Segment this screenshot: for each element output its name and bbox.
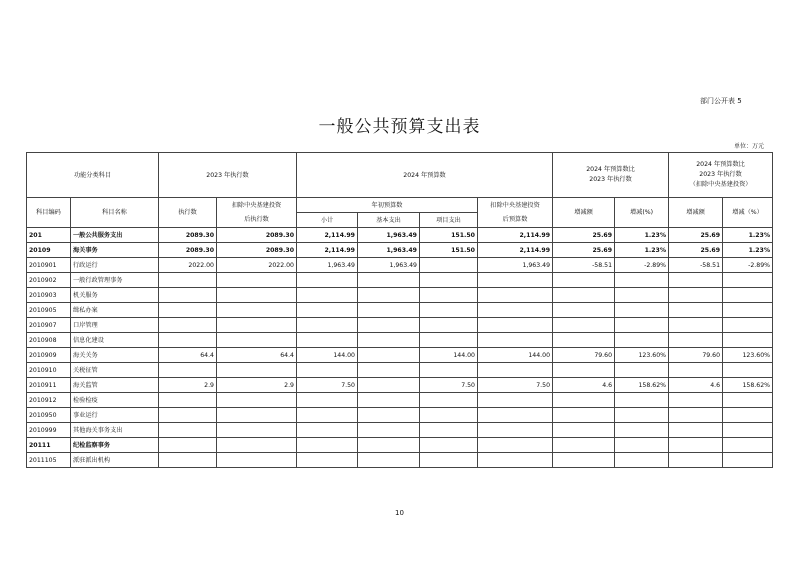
row-change-amount <box>553 273 615 288</box>
row-change-percent: -2.89% <box>615 258 669 273</box>
row-basic <box>358 438 420 453</box>
row-project <box>420 273 478 288</box>
row-exec <box>159 288 217 303</box>
row-change-amount <box>553 408 615 423</box>
row-exec <box>159 333 217 348</box>
row-project <box>420 408 478 423</box>
row-budget-net <box>478 408 553 423</box>
row-change-amount-net <box>669 303 723 318</box>
row-code: 2010902 <box>27 273 71 288</box>
row-subtotal <box>297 273 358 288</box>
row-change-amount <box>553 333 615 348</box>
row-exec-net <box>217 303 297 318</box>
row-change-percent-net: 158.62% <box>723 378 773 393</box>
row-basic <box>358 378 420 393</box>
row-subtotal: 7.50 <box>297 378 358 393</box>
row-change-amount-net <box>669 333 723 348</box>
row-project <box>420 288 478 303</box>
row-change-amount-net <box>669 363 723 378</box>
row-exec-net <box>217 318 297 333</box>
row-exec: 2089.30 <box>159 243 217 258</box>
row-exec <box>159 363 217 378</box>
table-row <box>27 348 773 363</box>
header-exec-net-line1: 扣除中央基建投资 <box>231 201 282 209</box>
row-exec-net: 2022.00 <box>217 258 297 273</box>
header-project: 项目支出 <box>420 213 478 228</box>
row-change-amount-net <box>669 288 723 303</box>
row-basic <box>358 318 420 333</box>
row-project <box>420 438 478 453</box>
row-code: 2010912 <box>27 393 71 408</box>
row-basic <box>358 303 420 318</box>
row-change-amount <box>553 303 615 318</box>
row-change-percent-net: 1.23% <box>723 243 773 258</box>
row-exec-net <box>217 288 297 303</box>
row-change-amount: 25.69 <box>553 228 615 243</box>
row-project <box>420 303 478 318</box>
row-change-amount <box>553 453 615 468</box>
unit-label: 单位：万元 <box>734 143 765 150</box>
row-exec <box>159 438 217 453</box>
row-code: 2011105 <box>27 453 71 468</box>
row-name: 关税征管 <box>71 363 159 378</box>
row-subtotal <box>297 453 358 468</box>
header-subtotal: 小计 <box>297 213 358 228</box>
table-number: 部门公开表 5 <box>700 97 742 105</box>
header-initial-budget: 年初预算数 <box>297 198 478 213</box>
header-change-amount: 增减额 <box>553 198 615 228</box>
row-change-amount-net: 79.60 <box>669 348 723 363</box>
table-row <box>27 423 773 438</box>
row-subtotal <box>297 408 358 423</box>
row-exec <box>159 273 217 288</box>
row-basic <box>358 273 420 288</box>
row-change-percent: 1.23% <box>615 228 669 243</box>
row-budget-net <box>478 423 553 438</box>
table-row <box>27 378 773 393</box>
row-budget-net: 2,114.99 <box>478 228 553 243</box>
row-exec-net <box>217 453 297 468</box>
row-change-percent <box>615 423 669 438</box>
row-code: 2010907 <box>27 318 71 333</box>
table-row <box>27 393 773 408</box>
row-exec <box>159 303 217 318</box>
row-basic <box>358 333 420 348</box>
row-budget-net <box>478 318 553 333</box>
row-change-percent <box>615 303 669 318</box>
row-basic: 1,963.49 <box>358 243 420 258</box>
row-change-percent-net <box>723 363 773 378</box>
row-change-percent-net: 1.23% <box>723 228 773 243</box>
row-change-amount-net: 4.6 <box>669 378 723 393</box>
row-budget-net <box>478 288 553 303</box>
row-exec <box>159 453 217 468</box>
row-code: 2010950 <box>27 408 71 423</box>
header-compare-net-line1: 2024 年预算数比 <box>696 161 745 168</box>
header-func-class: 功能分类科目 <box>27 153 159 198</box>
row-change-amount-net: 25.69 <box>669 243 723 258</box>
header-code: 科目编码 <box>27 198 71 228</box>
row-change-percent <box>615 438 669 453</box>
row-change-percent: 158.62% <box>615 378 669 393</box>
header-basic: 基本支出 <box>358 213 420 228</box>
header-exec: 执行数 <box>159 198 217 228</box>
row-project: 151.50 <box>420 228 478 243</box>
page-number: 10 <box>395 509 404 517</box>
row-change-percent-net <box>723 303 773 318</box>
header-compare <box>553 153 669 198</box>
row-change-percent-net <box>723 288 773 303</box>
header-budget-net-line2: 后预算数 <box>502 215 528 223</box>
table-row <box>27 258 773 273</box>
row-change-percent-net <box>723 408 773 423</box>
row-exec: 2089.30 <box>159 228 217 243</box>
table-row <box>27 408 773 423</box>
row-name: 口岸管理 <box>71 318 159 333</box>
row-basic <box>358 408 420 423</box>
row-change-percent <box>615 333 669 348</box>
row-change-percent: 123.60% <box>615 348 669 363</box>
row-subtotal <box>297 423 358 438</box>
row-change-percent <box>615 288 669 303</box>
row-budget-net <box>478 393 553 408</box>
row-name: 海关监管 <box>71 378 159 393</box>
row-project <box>420 258 478 273</box>
row-basic <box>358 423 420 438</box>
table-row <box>27 363 773 378</box>
header-budget-net <box>478 198 553 228</box>
row-exec: 2022.00 <box>159 258 217 273</box>
row-exec-net <box>217 333 297 348</box>
row-change-percent-net <box>723 453 773 468</box>
row-code: 2010901 <box>27 258 71 273</box>
row-change-percent-net <box>723 318 773 333</box>
table-row <box>27 453 773 468</box>
row-basic: 1,963.49 <box>358 228 420 243</box>
header-change-percent: 增减(%) <box>615 198 669 228</box>
row-project: 7.50 <box>420 378 478 393</box>
table-row <box>27 243 773 258</box>
row-name: 派驻派出机构 <box>71 453 159 468</box>
row-name: 检验检疫 <box>71 393 159 408</box>
row-subtotal: 1,963.49 <box>297 258 358 273</box>
row-change-percent <box>615 363 669 378</box>
row-change-amount: 25.69 <box>553 243 615 258</box>
row-basic <box>358 348 420 363</box>
row-code: 2010909 <box>27 348 71 363</box>
row-budget-net: 144.00 <box>478 348 553 363</box>
row-budget-net <box>478 303 553 318</box>
row-budget-net: 7.50 <box>478 378 553 393</box>
row-budget-net <box>478 333 553 348</box>
row-budget-net: 2,114.99 <box>478 243 553 258</box>
row-change-percent-net: -2.89% <box>723 258 773 273</box>
row-change-percent-net <box>723 393 773 408</box>
row-exec <box>159 318 217 333</box>
row-change-amount <box>553 363 615 378</box>
row-project <box>420 363 478 378</box>
row-budget-net <box>478 273 553 288</box>
header-budget-2024: 2024 年预算数 <box>297 153 553 198</box>
row-change-amount-net <box>669 423 723 438</box>
row-change-amount-net: -58.51 <box>669 258 723 273</box>
row-code: 2010910 <box>27 363 71 378</box>
row-exec-net: 2.9 <box>217 378 297 393</box>
row-code: 2010908 <box>27 333 71 348</box>
table-row <box>27 288 773 303</box>
row-change-amount-net <box>669 438 723 453</box>
row-basic <box>358 288 420 303</box>
row-exec-net <box>217 393 297 408</box>
row-change-amount <box>553 318 615 333</box>
row-exec-net <box>217 273 297 288</box>
header-compare-net <box>669 153 773 198</box>
row-change-percent-net <box>723 273 773 288</box>
row-basic <box>358 363 420 378</box>
row-name: 缉私办案 <box>71 303 159 318</box>
row-subtotal <box>297 438 358 453</box>
row-project <box>420 453 478 468</box>
header-compare-net-line2: 2023 年执行数 <box>699 171 742 178</box>
row-project <box>420 333 478 348</box>
row-change-amount-net <box>669 408 723 423</box>
row-basic <box>358 393 420 408</box>
row-change-amount <box>553 438 615 453</box>
row-name: 行政运行 <box>71 258 159 273</box>
header-compare-net-line3: （扣除中央基建投资） <box>689 181 752 188</box>
row-budget-net: 1,963.49 <box>478 258 553 273</box>
header-exec-net <box>217 198 297 228</box>
row-exec-net: 2089.30 <box>217 243 297 258</box>
row-change-percent <box>615 408 669 423</box>
row-exec-net: 64.4 <box>217 348 297 363</box>
row-change-percent <box>615 318 669 333</box>
row-code: 201 <box>27 228 71 243</box>
row-exec-net <box>217 423 297 438</box>
row-change-amount-net <box>669 318 723 333</box>
row-change-percent-net <box>723 333 773 348</box>
header-compare-line2: 2023 年执行数 <box>589 176 632 183</box>
row-project <box>420 318 478 333</box>
row-exec <box>159 408 217 423</box>
row-budget-net <box>478 453 553 468</box>
row-subtotal: 2,114.99 <box>297 243 358 258</box>
header-budget-net-line1: 扣除中央基建投资 <box>490 201 540 209</box>
row-change-percent-net <box>723 423 773 438</box>
row-change-amount-net: 25.69 <box>669 228 723 243</box>
row-change-amount-net <box>669 453 723 468</box>
row-change-percent <box>615 453 669 468</box>
row-subtotal <box>297 363 358 378</box>
row-change-amount: -58.51 <box>553 258 615 273</box>
row-project: 144.00 <box>420 348 478 363</box>
row-change-amount <box>553 288 615 303</box>
row-name: 信息化建设 <box>71 333 159 348</box>
header-change-percent-net: 增减（%） <box>723 198 773 228</box>
row-change-percent: 1.23% <box>615 243 669 258</box>
header-change-amount-net: 增减额 <box>669 198 723 228</box>
row-exec: 2.9 <box>159 378 217 393</box>
row-exec <box>159 393 217 408</box>
row-subtotal: 144.00 <box>297 348 358 363</box>
row-change-amount <box>553 393 615 408</box>
row-change-amount-net <box>669 393 723 408</box>
row-name: 其他海关事务支出 <box>71 423 159 438</box>
row-change-percent <box>615 393 669 408</box>
row-code: 2010903 <box>27 288 71 303</box>
row-budget-net <box>478 363 553 378</box>
table-row <box>27 318 773 333</box>
row-subtotal: 2,114.99 <box>297 228 358 243</box>
row-code: 20111 <box>27 438 71 453</box>
header-exec-2023: 2023 年执行数 <box>159 153 297 198</box>
row-exec-net <box>217 408 297 423</box>
row-subtotal <box>297 333 358 348</box>
row-change-percent-net: 123.60% <box>723 348 773 363</box>
row-change-amount-net <box>669 273 723 288</box>
row-name: 纪检监察事务 <box>71 438 159 453</box>
row-code: 2010905 <box>27 303 71 318</box>
row-exec-net <box>217 363 297 378</box>
row-code: 2010999 <box>27 423 71 438</box>
row-change-amount <box>553 423 615 438</box>
row-subtotal <box>297 318 358 333</box>
row-change-percent-net <box>723 438 773 453</box>
row-exec: 64.4 <box>159 348 217 363</box>
row-exec-net <box>217 438 297 453</box>
row-subtotal <box>297 303 358 318</box>
row-basic: 1,963.49 <box>358 258 420 273</box>
header-compare-line1: 2024 年预算数比 <box>586 166 635 173</box>
header-exec-net-line2: 后执行数 <box>244 215 269 223</box>
header-row-2 <box>27 198 773 213</box>
table-row <box>27 303 773 318</box>
row-exec <box>159 423 217 438</box>
budget-expenditure-table <box>26 152 773 468</box>
row-change-amount: 79.60 <box>553 348 615 363</box>
row-name: 一般行政管理事务 <box>71 273 159 288</box>
row-name: 事业运行 <box>71 408 159 423</box>
row-name: 机关服务 <box>71 288 159 303</box>
row-change-percent <box>615 273 669 288</box>
row-project: 151.50 <box>420 243 478 258</box>
table-row <box>27 438 773 453</box>
header-name: 科目名称 <box>71 198 159 228</box>
row-name: 一般公共服务支出 <box>71 228 159 243</box>
row-subtotal <box>297 393 358 408</box>
row-name: 海关事务 <box>71 243 159 258</box>
page-title: 一般公共预算支出表 <box>318 117 481 137</box>
row-code: 20109 <box>27 243 71 258</box>
row-change-amount: 4.6 <box>553 378 615 393</box>
row-budget-net <box>478 438 553 453</box>
row-subtotal <box>297 288 358 303</box>
row-exec-net: 2089.30 <box>217 228 297 243</box>
table-row <box>27 273 773 288</box>
row-project <box>420 393 478 408</box>
table-body <box>27 228 773 468</box>
row-basic <box>358 453 420 468</box>
row-project <box>420 423 478 438</box>
row-name: 海关关务 <box>71 348 159 363</box>
table-row <box>27 333 773 348</box>
table-row <box>27 228 773 243</box>
row-code: 2010911 <box>27 378 71 393</box>
